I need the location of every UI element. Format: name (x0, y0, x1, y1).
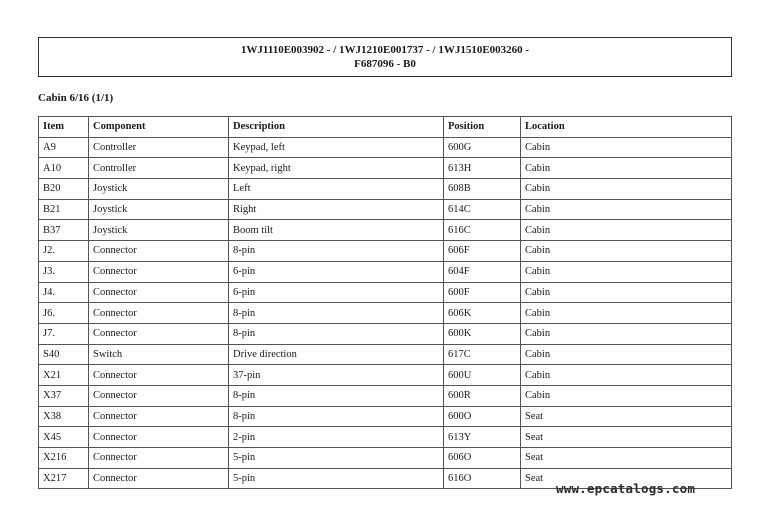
cell-component: Connector (89, 406, 229, 427)
table-row (39, 199, 732, 220)
cell-component: Controller (89, 158, 229, 179)
cell-item: B21 (39, 199, 89, 220)
watermark-link[interactable]: www.epcatalogs.com (556, 481, 696, 496)
cell-location: Cabin (521, 303, 732, 324)
table-row (39, 427, 732, 448)
table-row (39, 137, 732, 158)
cell-location: Seat (521, 406, 732, 427)
cell-description: Right (229, 199, 444, 220)
cell-item: B20 (39, 179, 89, 200)
cell-component: Connector (89, 448, 229, 469)
cell-item: J7. (39, 323, 89, 344)
cell-item: S40 (39, 344, 89, 365)
cell-item: X217 (39, 468, 89, 489)
cell-position: 608B (444, 179, 521, 200)
cell-component: Controller (89, 137, 229, 158)
cell-position: 614C (444, 199, 521, 220)
column-header-location: Location (521, 117, 732, 138)
cell-position: 606O (444, 448, 521, 469)
cell-position: 606K (444, 303, 521, 324)
table-row (39, 344, 732, 365)
cell-item: X45 (39, 427, 89, 448)
table-row (39, 448, 732, 469)
cell-component: Connector (89, 261, 229, 282)
cell-location: Cabin (521, 179, 732, 200)
cell-description: 2-pin (229, 427, 444, 448)
cell-component: Joystick (89, 220, 229, 241)
table-row (39, 323, 732, 344)
cell-item: X37 (39, 385, 89, 406)
cell-description: 5-pin (229, 448, 444, 469)
cell-component: Switch (89, 344, 229, 365)
cell-description: 8-pin (229, 241, 444, 262)
table-row (39, 303, 732, 324)
cell-position: 600R (444, 385, 521, 406)
cell-location: Cabin (521, 241, 732, 262)
table-row (39, 220, 732, 241)
cell-description: 37-pin (229, 365, 444, 386)
cell-component: Joystick (89, 199, 229, 220)
column-header-position: Position (444, 117, 521, 138)
table-row (39, 406, 732, 427)
cell-description: Boom tilt (229, 220, 444, 241)
cell-component: Connector (89, 303, 229, 324)
cell-location: Seat (521, 468, 732, 489)
cell-position: 613Y (444, 427, 521, 448)
cell-position: 600F (444, 282, 521, 303)
cell-position: 617C (444, 344, 521, 365)
table-row (39, 385, 732, 406)
cell-position: 616O (444, 468, 521, 489)
document-header (38, 37, 732, 77)
cell-location: Cabin (521, 137, 732, 158)
table-row (39, 241, 732, 262)
table-row (39, 365, 732, 386)
cell-description: Drive direction (229, 344, 444, 365)
cell-description: 6-pin (229, 282, 444, 303)
column-header-description: Description (229, 117, 444, 138)
cell-component: Connector (89, 323, 229, 344)
cell-position: 604F (444, 261, 521, 282)
cell-description: Keypad, left (229, 137, 444, 158)
table-row (39, 282, 732, 303)
cell-position: 600K (444, 323, 521, 344)
cell-location: Cabin (521, 199, 732, 220)
cell-item: B37 (39, 220, 89, 241)
cell-item: X38 (39, 406, 89, 427)
cell-location: Seat (521, 427, 732, 448)
cell-component: Connector (89, 427, 229, 448)
cell-component: Connector (89, 282, 229, 303)
cell-description: Keypad, right (229, 158, 444, 179)
cell-location: Cabin (521, 365, 732, 386)
cell-position: 616C (444, 220, 521, 241)
cell-location: Cabin (521, 158, 732, 179)
cell-position: 606F (444, 241, 521, 262)
cell-description: 6-pin (229, 261, 444, 282)
header-line-1: 1WJ1110E003902 - / 1WJ1210E001737 - / 1WJ1510E003260 - (240, 44, 530, 56)
cell-description: 8-pin (229, 385, 444, 406)
cell-description: 5-pin (229, 468, 444, 489)
cell-location: Cabin (521, 385, 732, 406)
cell-item: X216 (39, 448, 89, 469)
cell-item: J3. (39, 261, 89, 282)
cell-position: 613H (444, 158, 521, 179)
header-line-2: F687096 - B0 (354, 58, 416, 70)
parts-table (38, 116, 732, 489)
cell-location: Cabin (521, 220, 732, 241)
section-title: Cabin 6/16 (1/1) (38, 92, 114, 104)
cell-location: Cabin (521, 344, 732, 365)
cell-item: A10 (39, 158, 89, 179)
table-header-row (39, 117, 732, 138)
cell-component: Connector (89, 385, 229, 406)
cell-component: Joystick (89, 179, 229, 200)
cell-item: J2. (39, 241, 89, 262)
cell-description: 8-pin (229, 323, 444, 344)
cell-description: 8-pin (229, 303, 444, 324)
cell-item: J6. (39, 303, 89, 324)
cell-location: Cabin (521, 323, 732, 344)
cell-location: Seat (521, 448, 732, 469)
cell-location: Cabin (521, 261, 732, 282)
cell-position: 600U (444, 365, 521, 386)
cell-component: Connector (89, 365, 229, 386)
cell-component: Connector (89, 468, 229, 489)
column-header-component: Component (89, 117, 229, 138)
cell-item: J4. (39, 282, 89, 303)
table-row (39, 158, 732, 179)
cell-component: Connector (89, 241, 229, 262)
table-row (39, 179, 732, 200)
cell-location: Cabin (521, 282, 732, 303)
cell-position: 600O (444, 406, 521, 427)
column-header-item: Item (39, 117, 89, 138)
cell-item: A9 (39, 137, 89, 158)
cell-description: Left (229, 179, 444, 200)
cell-item: X21 (39, 365, 89, 386)
cell-description: 8-pin (229, 406, 444, 427)
cell-position: 600G (444, 137, 521, 158)
table-row (39, 261, 732, 282)
